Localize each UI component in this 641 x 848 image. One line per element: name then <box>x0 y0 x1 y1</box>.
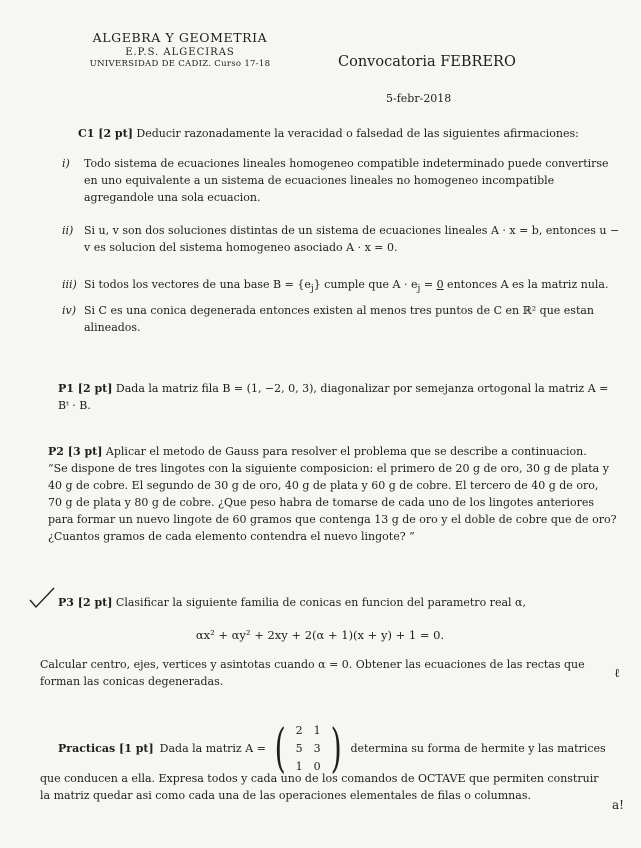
check-mark-icon <box>28 586 58 610</box>
matrix-cell: 5 <box>295 742 303 755</box>
header-block <box>60 30 300 70</box>
practicas-line: que conducen a ella. Expresa todos y cada uno de los comandos de OCTAVE que permiten construir <box>40 772 599 785</box>
c1-item-text: Si todos los vectores de una base B = {e <box>84 278 311 291</box>
practicas-line: la matriz quedar asi como cada una de las operaciones elementales de filas o columnas. <box>40 789 531 802</box>
p2-line: para formar un nuevo lingote de 60 gramos que contenga 13 g de oro y el doble de cobre que de oro? <box>48 513 617 526</box>
c1-item-number: iv) <box>62 304 77 317</box>
p3-text: Clasificar la siguiente familia de conicas en funcion del parametro real α, <box>115 596 526 609</box>
c1-item-3 <box>62 276 620 297</box>
p1-label: P1 [2 pt] <box>58 382 113 395</box>
exam-date: 5-febr-2018 <box>386 92 452 105</box>
c1-item-number: ii) <box>62 224 74 237</box>
p1-text-cont: A = Bᵗ · B. <box>58 382 609 412</box>
p2-line: 70 g de plata y 80 g de cobre. ¿Que peso habra de tomarse de cada uno de los lingotes anteriores <box>48 496 595 509</box>
p2-label: P2 [3 pt] <box>48 445 103 458</box>
matrix-cell: 1 <box>295 760 303 773</box>
practicas-text-cont: determina su forma de hermite y las matrices <box>350 742 606 755</box>
p2-line: 40 g de cobre. El segundo de 30 g de oro, 40 g de plata y 60 g de cobre. El tercero de 40 g de oro, <box>48 479 599 492</box>
matrix-right-paren: ) <box>330 718 342 779</box>
c1-item-text-cont: es solucion del sistema homogeneo asociado A · x = 0. <box>93 241 398 254</box>
p1-block <box>58 380 620 414</box>
p3-tasks <box>40 656 610 690</box>
matrix-A <box>270 718 347 779</box>
p3-header <box>58 594 620 611</box>
matrix-cell: 3 <box>313 742 321 755</box>
c1-item-sub: j <box>310 283 314 295</box>
c1-item-text: entonces A es la matriz nula. <box>443 278 609 291</box>
p2-line: “Se dispone de tres lingotes con la siguiente composicion: el primero de 20 g de oro, 30 g de plata y <box>48 462 609 475</box>
matrix-cell: 2 <box>295 724 303 737</box>
matrix-cell: 0 <box>313 760 321 773</box>
c1-item-text: = <box>420 278 437 291</box>
margin-mark: a! <box>612 798 624 812</box>
p3-label: P3 [2 pt] <box>58 596 113 609</box>
p3-task-line: forman las conicas degeneradas. <box>40 675 224 688</box>
c1-item-sub: j <box>417 283 421 295</box>
matrix-cells <box>290 722 326 775</box>
c1-header <box>78 125 618 142</box>
c1-item-text: Si C es una conica degenerada entonces existen al menos tres puntos de C en ℝ² que estan alineados. <box>84 304 595 334</box>
matrix-cell: 1 <box>313 724 321 737</box>
practicas-body <box>40 770 615 804</box>
p2-block <box>48 443 620 545</box>
c1-item-text: Si u, v son dos soluciones distintas de un sistema de ecuaciones lineales A · x = b, entonces u − v <box>84 224 620 254</box>
call-title: Convocatoria FEBRERO <box>338 54 516 70</box>
zero-vector: 0 <box>436 278 444 291</box>
c1-item-text: } cumple que A · e <box>313 278 418 291</box>
p1-text: Dada la matriz fila B = (1, −2, 0, 3), diagonalizar por semejanza ortogonal la matriz <box>115 382 585 395</box>
c1-item-number: iii) <box>62 278 77 291</box>
course-title: ALGEBRA Y GEOMETRIA <box>92 30 268 45</box>
c1-item-number: i) <box>62 157 70 170</box>
margin-mark: ℓ <box>614 666 620 680</box>
school-name: E.P.S. ALGECIRAS <box>125 47 235 59</box>
matrix-left-paren: ( <box>274 718 286 779</box>
c1-item-2 <box>62 222 620 256</box>
p2-line: ¿Cuantos gramos de cada elemento contendra el nuevo lingote? ” <box>48 530 415 543</box>
c1-item-1 <box>62 155 620 206</box>
practicas-text: Dada la matriz A = <box>159 742 266 755</box>
practicas-label: Practicas [1 pt] <box>58 742 154 755</box>
c1-label: C1 [2 pt] <box>78 127 133 140</box>
c1-item-4 <box>62 302 620 336</box>
university-line: UNIVERSIDAD DE CADIZ. Curso 17-18 <box>89 59 271 70</box>
c1-item-text: Todo sistema de ecuaciones lineales homogeneo compatible indeterminado puede convertirse en uno equivalente a un sistema de ecuaciones lineales no homogeneo incompatible agregandole una sola ecuacion. <box>84 157 609 204</box>
c1-text: Deducir razonadamente la veracidad o falsedad de las siguientes afirmaciones: <box>136 127 579 140</box>
p2-line: Aplicar el metodo de Gauss para resolver el problema que se describe a continuacion. <box>105 445 587 458</box>
p3-equation: αx² + αy² + 2xy + 2(α + 1)(x + y) + 1 = 0. <box>195 628 445 642</box>
p3-task-line: Calcular centro, ejes, vertices y asintotas cuando α = 0. Obtener las ecuaciones de las rectas que <box>40 658 585 671</box>
